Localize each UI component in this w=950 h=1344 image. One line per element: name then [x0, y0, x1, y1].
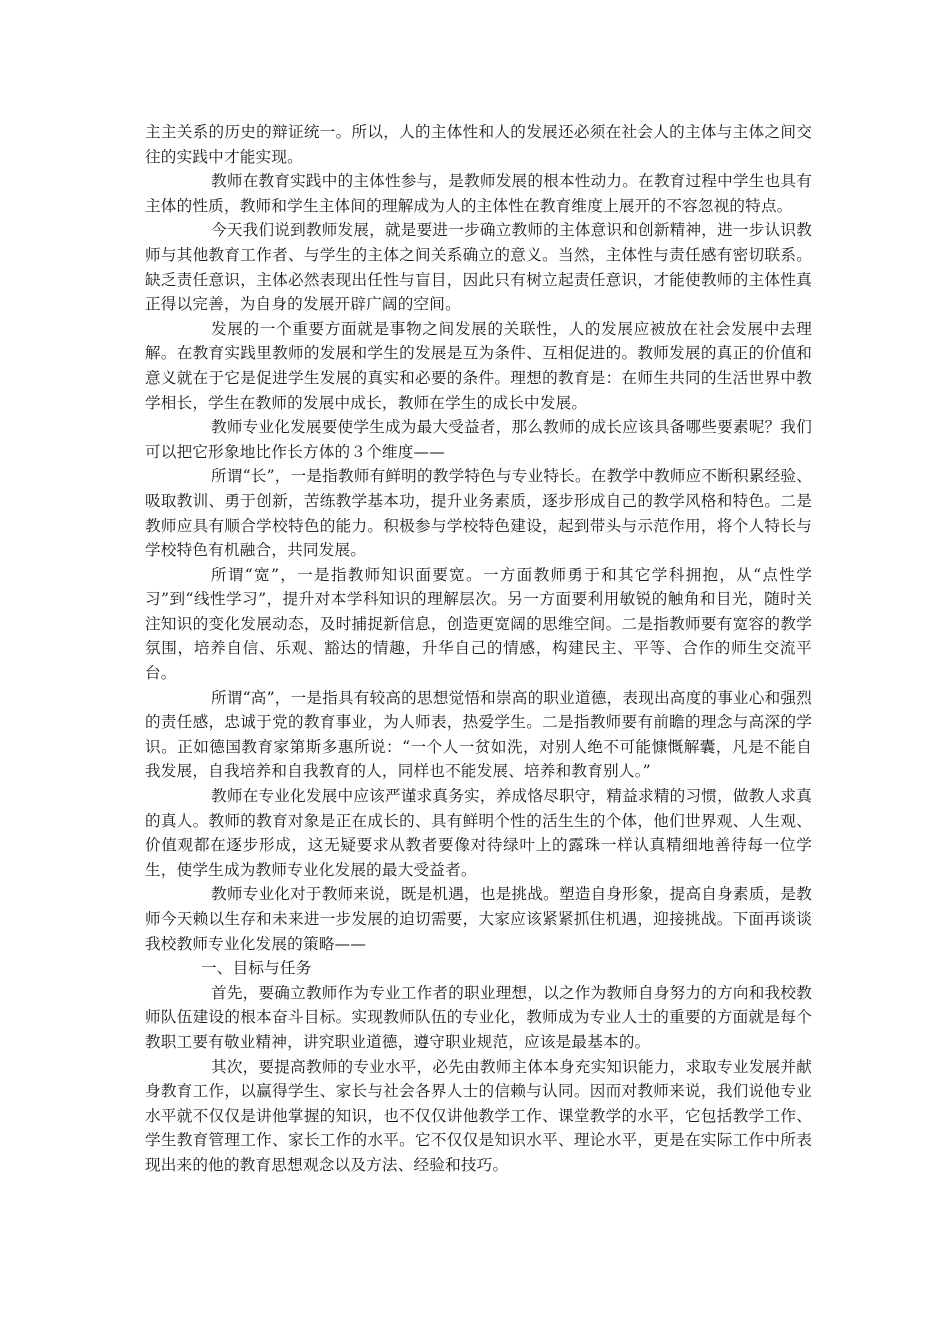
section-heading-goals: 一、目标与任务 — [201, 959, 312, 978]
paragraph-first: 首先，要确立教师作为专业工作者的职业理想，以之作为教师自身努力的方向和我校教师队伍建设的根本奋斗目标。实现教师队伍的专业化，教师成为专业人士的重要的方面就是每个教职工要有敬业精神，讲究职业道德，遵守职业规范，应该是最基本的。 — [145, 983, 812, 1051]
paragraph-rigor: 教师在专业化发展中应该严谨求真务实，养成恪尽职守，精益求精的习惯，做教人求真的真人。教师的教育对象是正在成长的、具有鲜明个性的活生生的个体，他们世界观、人生观、价值观都在逐步形成，这无疑要求从教者要像对待绿叶上的露珠一样认真精细地善待每一位学生，使学生成为教师专业化发展的最大受益者。 — [145, 787, 812, 879]
paragraph-continuation: 主主关系的历史的辩证统一。所以，人的主体性和人的发展还必须在社会人的主体与主体之间交往的实践中才能实现。 — [145, 123, 812, 166]
paragraph-teacher-participation: 教师在教育实践中的主体性参与，是教师发展的根本性动力。在教育过程中学生也具有主体的性质，教师和学生主体间的理解成为人的主体性在教育维度上展开的不容忽视的特点。 — [145, 172, 812, 215]
paragraph-length: 所谓“长”，一是指教师有鲜明的教学特色与专业特长。在教学中教师应不断积累经验、吸取教训、勇于创新，苦练教学基本功，提升业务素质，逐步形成自己的教学风格和特色。二是教师应具有顺合学校特色的能力。积极参与学校特色建设，起到带头与示范作用，将个人特长与学校特色有机融合，共同发展。 — [145, 467, 812, 560]
paragraph-opportunity: 教师专业化对于教师来说，既是机遇，也是挑战。塑造自身形象，提高自身素质，是教师今天赖以生存和未来进一步发展的迫切需要，大家应该紧紧抓住机遇，迎接挑战。下面再谈谈我校教师专业化发展的策略—— — [145, 885, 812, 953]
paragraph-height: 所谓“高”，一是指具有较高的思想觉悟和崇高的职业道德，表现出高度的事业心和强烈的责任感，忠诚于党的教育事业，为人师表，热爱学生。二是指教师要有前瞻的理念与高深的学识。正如德国教育家第斯多惠所说：“一个人一贫如洗，对别人绝不可能慷慨解囊，凡是不能自我发展，自我培养和自我教育的人，同样也不能发展、培养和教育别人。” — [145, 688, 812, 781]
document-body — [145, 120, 812, 1178]
paragraph-teacher-development: 今天我们说到教师发展，就是要进一步确立教师的主体意识和创新精神，进一步认识教师与其他教育工作者、与学生的主体之间关系确立的意义。当然，主体性与责任感有密切联系。缺乏责任意识，主体必然表现出任性与盲目，因此只有树立起责任意识，才能使教师的主体性真正得以完善，为自身的发展开辟广阔的空间。 — [145, 221, 812, 314]
paragraph-development-relevance: 发展的一个重要方面就是事物之间发展的关联性，人的发展应被放在社会发展中去理解。在教育实践里教师的发展和学生的发展是互为条件、互相促进的。教师发展的真正的价值和意义就在于它是促进学生发展的真实和必要的条件。理想的教育是：在师生共同的生活世界中教学相长，学生在教师的发展中成长，教师在学生的成长中发展。 — [145, 319, 812, 412]
paragraph-three-dimensions: 教师专业化发展要使学生成为最大受益者，那么教师的成长应该具备哪些要素呢？我们可以把它形象地比作长方体的３个维度—— — [145, 418, 812, 461]
paragraph-second: 其次，要提高教师的专业水平，必先由教师主体本身充实知识能力，求取专业发展并献身教育工作，以赢得学生、家长与社会各界人士的信赖与认同。因而对教师来说，我们说他专业水平就不仅仅是讲他掌握的知识，也不仅仅讲他教学工作、课堂教学的水平，它包括教学工作、学生教育管理工作、家长工作的水平。它不仅仅是知识水平、理论水平，更是在实际工作中所表现出来的他的教育思想观念以及方法、经验和技巧。 — [145, 1057, 812, 1174]
paragraph-width: 所谓“宽”，一是指教师知识面要宽。一方面教师勇于和其它学科拥抱，从“点性学习”到“线性学习”，提升对本学科知识的理解层次。另一方面要利用敏锐的触角和目光，随时关注知识的变化发展动态，及时捕捉新信息，创造更宽阔的思维空间。二是指教师要有宽容的教学氛围，培养自信、乐观、豁达的情趣，升华自己的情感，构建民主、平等、合作的师生交流平台。 — [145, 565, 812, 683]
